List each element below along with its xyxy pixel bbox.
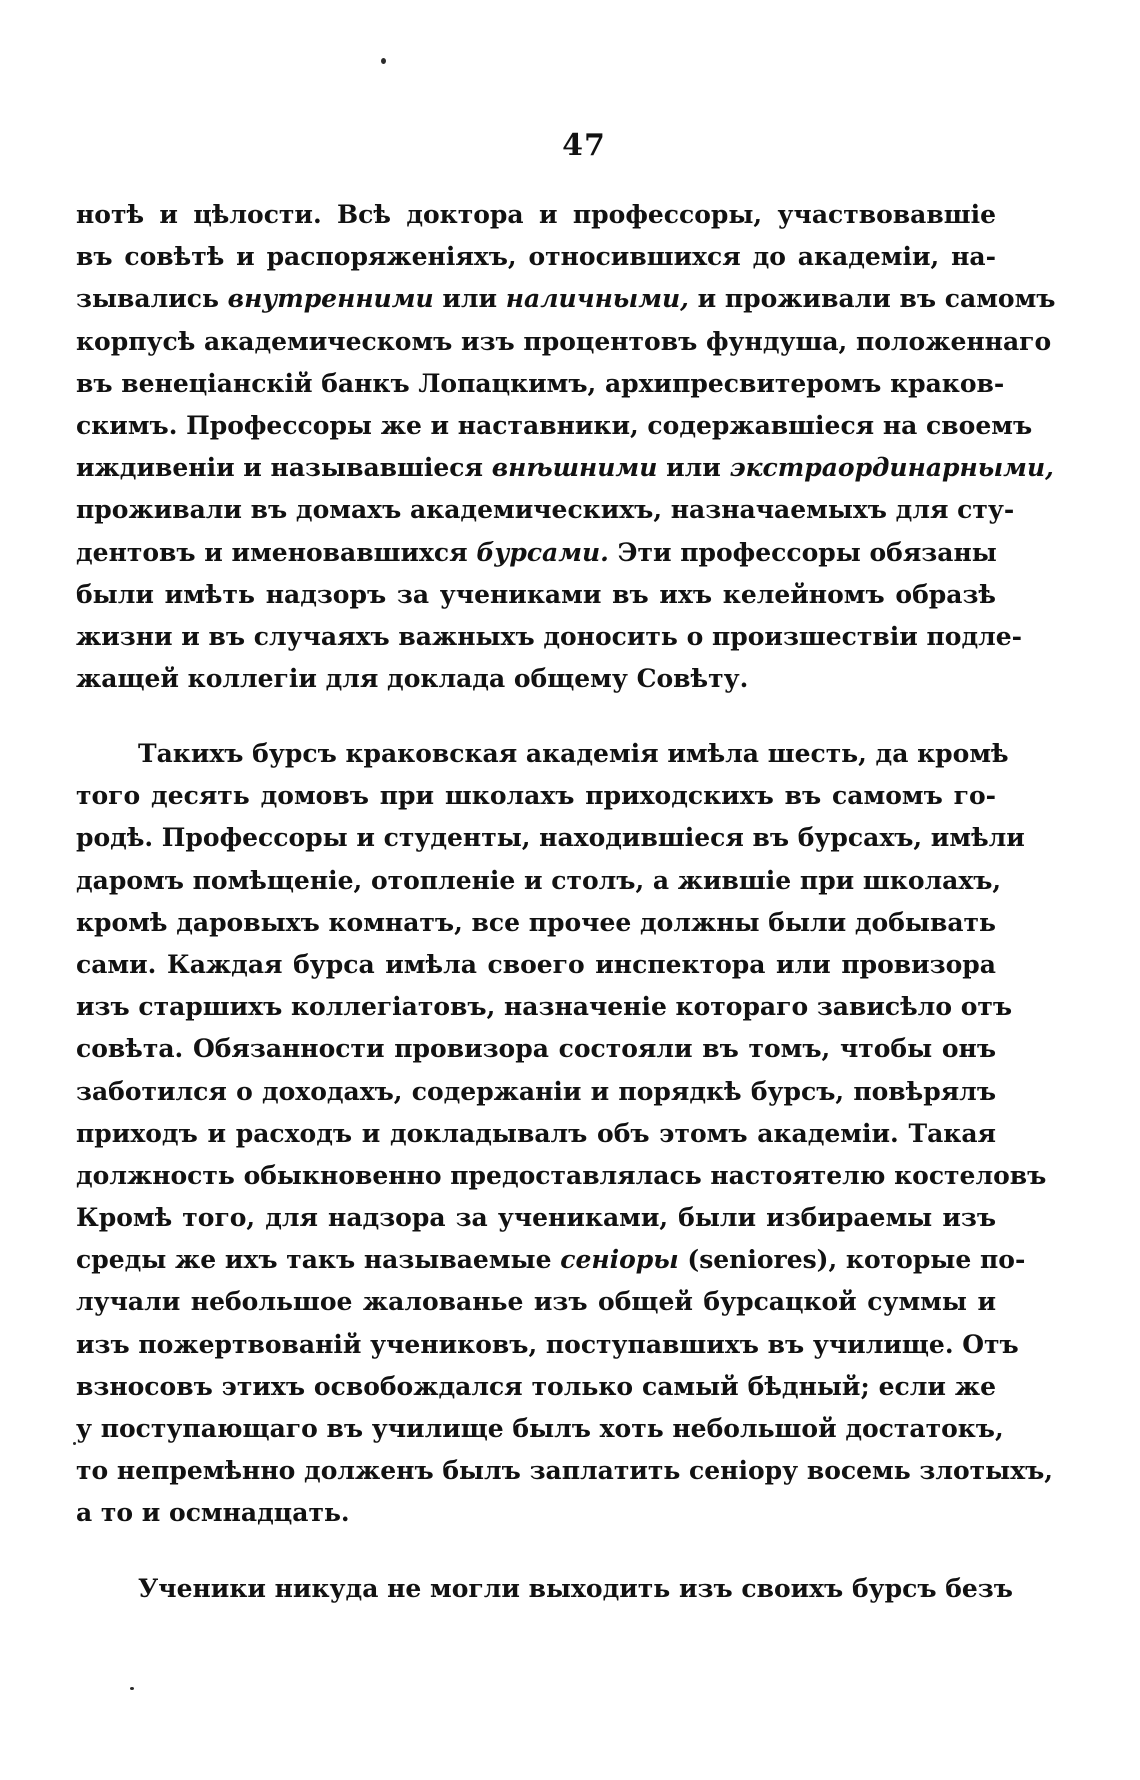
text-run: родѣ. Профессоры и студенты, находившіеся въ бурсахъ, имѣли: [76, 823, 1025, 853]
text-line: [76, 236, 996, 278]
text-line: [76, 1113, 996, 1155]
text-line: [76, 1071, 996, 1113]
text-run: въ венеціанскій банкъ Лопацкимъ, архипресвитеромъ краков-: [76, 368, 1005, 398]
text-run: лучали небольшое жалованье изъ общей бурсацкой суммы и: [76, 1287, 996, 1317]
text-line: [76, 1028, 996, 1070]
text-run: Ученики никуда не могли выходить изъ своихъ бурсъ безъ: [138, 1574, 1013, 1603]
text-run: были имѣть надзоръ за учениками въ ихъ келейномъ образѣ: [76, 579, 996, 609]
text-run: корпусѣ академическомъ изъ процентовъ фундуша, положеннаго: [76, 326, 1052, 356]
text-run: или: [657, 453, 730, 483]
text-run: изъ старшихъ коллегіатовъ, назначеніе котораго зависѣло отъ: [76, 992, 1013, 1022]
text-run: жащей коллегіи для доклада общему Совѣту.: [76, 664, 749, 694]
text-run: Такихъ бурсъ краковская академія имѣла шесть, да кромѣ: [138, 739, 1009, 768]
text-line: [76, 1450, 1053, 1492]
text-run: въ совѣтѣ и распоряженіяхъ, относившихся до академіи, на-: [76, 242, 996, 272]
text-line: [76, 363, 1005, 405]
text-run: или: [433, 284, 506, 314]
text-run: жизни и въ случаяхъ важныхъ доносить о произшествіи подле-: [76, 621, 1023, 651]
text-line: [76, 1408, 1004, 1450]
text-line: [76, 1155, 1047, 1197]
text-line: [76, 1324, 1019, 1366]
text-line: [76, 1281, 996, 1323]
text-run: дентовъ и именовавшихся: [76, 537, 477, 567]
text-run: у поступающаго въ училище былъ хоть небольшой достатокъ,: [76, 1414, 1004, 1443]
italic-term: внѣшними: [491, 453, 658, 483]
text-line: [76, 860, 1002, 902]
italic-term: бурсами.: [476, 537, 609, 567]
text-run: а то и осмнадцать.: [76, 1498, 350, 1528]
text-run: совѣта. Обязанности провизора состояли въ томъ, чтобы онъ: [76, 1034, 996, 1064]
page-number: 47: [562, 128, 606, 163]
text-line: [76, 733, 1009, 775]
text-line: [76, 532, 996, 574]
text-line: [76, 902, 996, 944]
text-run: даромъ помѣщеніе, отопленіе и столъ, а жившіе при школахъ,: [76, 865, 1002, 895]
paragraph-3: [76, 1568, 1013, 1610]
text-line: [76, 489, 1015, 531]
text-line: [76, 817, 1025, 859]
text-run: изъ пожертвованій учениковъ, поступавшихъ въ училище. Отъ: [76, 1329, 1019, 1359]
text-line: [76, 1568, 1013, 1610]
text-run: Кромѣ того, для надзора за учениками, были избираемы изъ: [76, 1203, 996, 1233]
italic-term: наличными,: [505, 284, 689, 314]
italic-term: внутренними: [227, 284, 434, 314]
text-line: [76, 658, 996, 700]
text-run: проживали въ домахъ академическихъ, назначаемыхъ для сту-: [76, 495, 1015, 525]
italic-term: сеніоры: [560, 1245, 679, 1275]
italic-term: экстраординарными,: [729, 453, 1054, 483]
text-run: взносовъ этихъ освобождался только самый бѣдный; если же: [76, 1371, 996, 1401]
text-line: [76, 278, 1056, 320]
print-speck-top: [381, 58, 386, 64]
text-line: [76, 574, 996, 616]
text-line: [76, 1197, 996, 1239]
text-line: [76, 321, 1052, 363]
text-line: [76, 194, 996, 236]
text-run: зывались: [76, 284, 228, 314]
text-line: [76, 775, 996, 817]
text-line: [76, 1239, 1026, 1281]
text-run: должность обыкновенно предоставлялась настоятелю костеловъ: [76, 1160, 1047, 1190]
text-run: сами. Каждая бурса имѣла своего инспектора или провизора: [76, 949, 996, 979]
text-run: скимъ. Профессоры же и наставники, содержавшіеся на своемъ: [76, 410, 1033, 440]
text-run: кромѣ даровыхъ комнатъ, все прочее должны были добывать: [76, 907, 996, 937]
text-line: [76, 616, 1023, 658]
text-line: [76, 447, 1054, 489]
paragraph-1: [76, 194, 1056, 700]
text-run: того десять домовъ при школахъ приходскихъ въ самомъ го-: [76, 781, 996, 811]
text-line: [76, 405, 1033, 447]
text-line: [76, 1492, 996, 1534]
text-run: то непремѣнно долженъ былъ заплатить сеніору восемь злотыхъ,: [76, 1456, 1053, 1486]
text-run: заботился о доходахъ, содержаніи и порядкѣ бурсъ, повѣрялъ: [76, 1076, 996, 1106]
text-run: среды же ихъ такъ называемые: [76, 1245, 561, 1275]
text-line: [76, 1366, 996, 1408]
text-run: и проживали въ самомъ: [688, 284, 1056, 314]
text-run: нотѣ и цѣлости. Всѣ доктора и профессоры, участвовавшіе: [76, 200, 996, 229]
text-run: иждивеніи и называвшіеся: [76, 453, 492, 483]
print-speck-bottom: [130, 1687, 134, 1690]
text-line: [76, 944, 996, 986]
paragraph-2: [76, 733, 1053, 1535]
text-run: Эти профессоры обязаны: [608, 537, 997, 567]
text-line: [76, 986, 1013, 1028]
text-run: (seniores), которые по-: [678, 1245, 1026, 1275]
text-run: приходъ и расходъ и докладывалъ объ этомъ академіи. Такая: [76, 1118, 996, 1148]
